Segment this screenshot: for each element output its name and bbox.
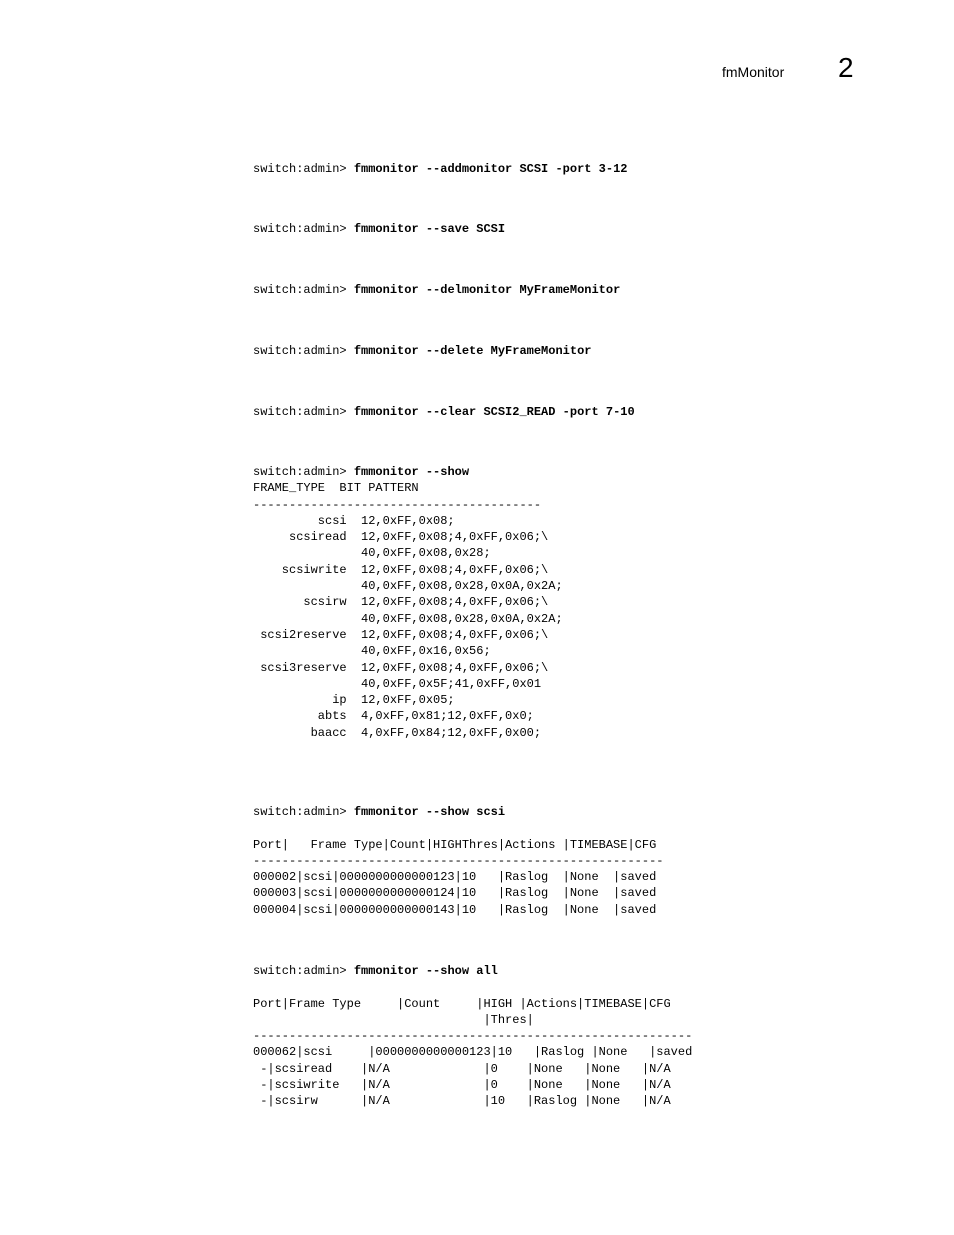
command-prompt: switch:admin> <box>253 805 354 819</box>
command-text: fmmonitor --delmonitor MyFrameMonitor <box>353 283 621 297</box>
example-delmonitor <box>253 282 620 298</box>
example-addmonitor <box>253 161 627 177</box>
example-save <box>253 221 505 237</box>
command-output: Port| Frame Type|Count|HIGHThres|Actions |TIMEBASE|CFG --------------------------------------------------------- 000002|scsi|0000000000000123|10 |Raslog |None |saved 000003|scsi|0000000000000124|10 |Raslog |None |saved 000004|scsi|0000000000000143|10 |Raslog |None |saved <box>253 837 664 917</box>
example-delete <box>253 343 591 359</box>
command-prompt: switch:admin> <box>253 222 354 236</box>
command-prompt: switch:admin> <box>253 344 354 358</box>
command-text: fmmonitor --show scsi <box>353 805 506 819</box>
command-prompt: switch:admin> <box>253 465 354 479</box>
command-prompt: switch:admin> <box>253 964 354 978</box>
example-clear <box>253 404 635 420</box>
command-output: Port|Frame Type |Count |HIGH |Actions|TIMEBASE|CFG |Thres| ------------------------------------------------------------- 000062|scsi |0000000000000123|10 |Raslog |None |saved -|scsiread |N/A |0 |None |None |N/A -|scsiwrite |N/A |0 |None |None |N/A -|scsirw |N/A |10 |Raslog |None |N/A <box>253 996 693 1109</box>
example-show-scsi <box>253 804 663 918</box>
command-text: fmmonitor --clear SCSI2_READ -port 7-10 <box>353 405 635 419</box>
command-prompt: switch:admin> <box>253 283 354 297</box>
command-text: fmmonitor --addmonitor SCSI -port 3-12 <box>353 162 628 176</box>
example-show-all <box>253 963 692 1110</box>
command-text: fmmonitor --delete MyFrameMonitor <box>353 344 592 358</box>
chapter-number: 2 <box>838 52 854 83</box>
example-show <box>253 464 563 741</box>
command-text: fmmonitor --show <box>353 465 470 479</box>
command-prompt: switch:admin> <box>253 405 354 419</box>
command-text: fmmonitor --save SCSI <box>353 222 506 236</box>
running-header-title: fmMonitor <box>722 64 785 80</box>
command-prompt: switch:admin> <box>253 162 354 176</box>
command-output: FRAME_TYPE BIT PATTERN ---------------------------------------- scsi 12,0xFF,0x08; scsiread 12,0xFF,0x08;4,0xFF,0x06;\ 40,0xFF,0x08,0x28; scsiwrite 12,0xFF,0x08;4,0xFF,0x06;\ 40,0xFF,0x08,0x28,0x0A,0x2A; scsirw 12,0xFF,0x08;4,0xFF,0x06;\ 40,0xFF,0x08,0x28,0x0A,0x2A; scsi2reserve 12,0xFF,0x08;4,0xFF,0x06;\ 40,0xFF,0x16,0x56; scsi3reserve 12,0xFF,0x08;4,0xFF,0x06;\ 40,0xFF,0x5F;41,0xFF,0x01 ip 12,0xFF,0x05; abts 4,0xFF,0x81;12,0xFF,0x0; baacc 4,0xFF,0x84;12,0xFF,0x00; <box>253 481 563 740</box>
command-text: fmmonitor --show all <box>353 964 498 978</box>
